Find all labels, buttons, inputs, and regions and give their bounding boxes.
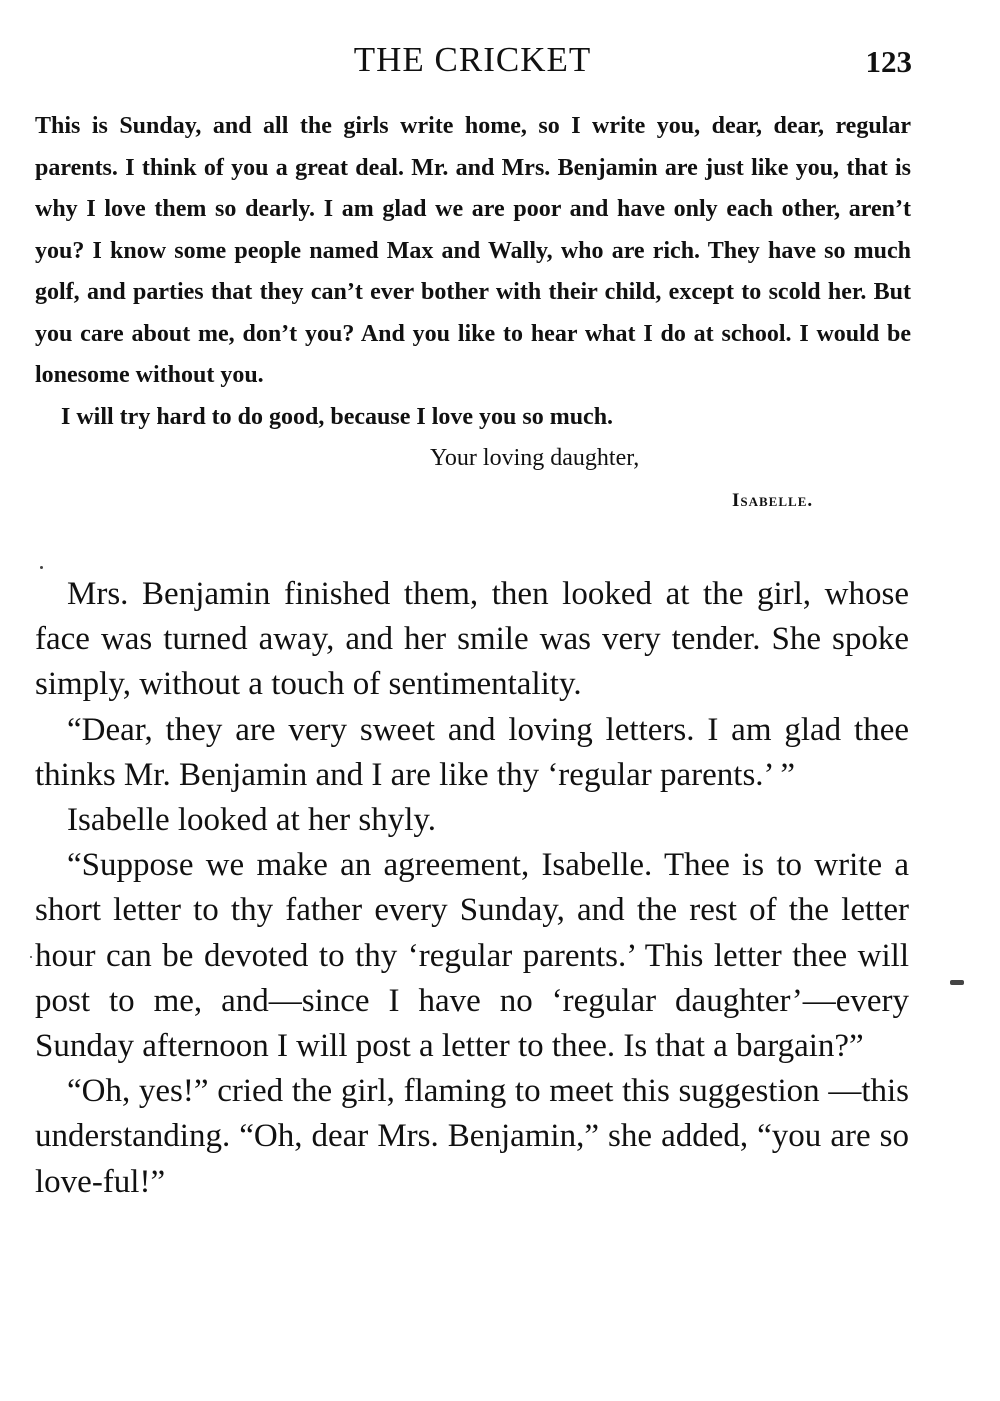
running-title: THE CRICKET	[353, 40, 592, 79]
letter-closing: Your loving daughter,	[430, 445, 640, 471]
letter-signature: Isabelle.	[732, 489, 814, 511]
running-head	[0, 40, 1000, 90]
letter-paragraph: I will try hard to do good, because I love you so much.	[61, 403, 614, 430]
print-speck	[30, 956, 32, 958]
print-blot	[950, 980, 964, 985]
print-speck	[40, 566, 43, 569]
narrative-paragraph: “Suppose we make an agreement, Isabelle. Thee is to write a short letter to thy father every Sunday, and the rest of the letter hour can be devoted to thy ‘regular parents.’ This letter thee will post to me, and—since I have no ‘regular daughter’—every Sunday afternoon I will post a letter to thee. Is that a bargain?”	[35, 847, 909, 1065]
letter-paragraph: This is Sunday, and all the girls write home, so I write you, dear, dear, regular parents. I think of you a great deal. Mr. and Mrs. Benjamin are just like you, that is why I love them so dearly. I am glad we are poor and have only each other, aren’t you? I know some people named Max and Wally, who are rich. They have so much golf, and parties that they can’t ever bother with their child, except to scold her. But you care about me, don’t you? And you like to hear what I do at school. I would be lonesome without you.	[35, 113, 911, 388]
narrative-text	[35, 572, 909, 1205]
narrative-paragraph: Mrs. Benjamin finished them, then looked at the girl, whose face was turned away, and her smile was very tender. She spoke simply, without a touch of sentimentality.	[35, 576, 909, 703]
narrative-paragraph: “Dear, they are very sweet and loving letters. I am glad thee thinks Mr. Benjamin and I are like thy ‘regular parents.’ ”	[35, 711, 909, 793]
letter-block	[35, 106, 911, 521]
page-number: 123	[865, 44, 912, 79]
narrative-paragraph: “Oh, yes!” cried the girl, flaming to meet this suggestion —this understanding. “Oh, dear Mrs. Benjamin,” she added, “you are so love-ful!”	[35, 1073, 909, 1200]
narrative-paragraph: Isabelle looked at her shyly.	[67, 802, 436, 839]
